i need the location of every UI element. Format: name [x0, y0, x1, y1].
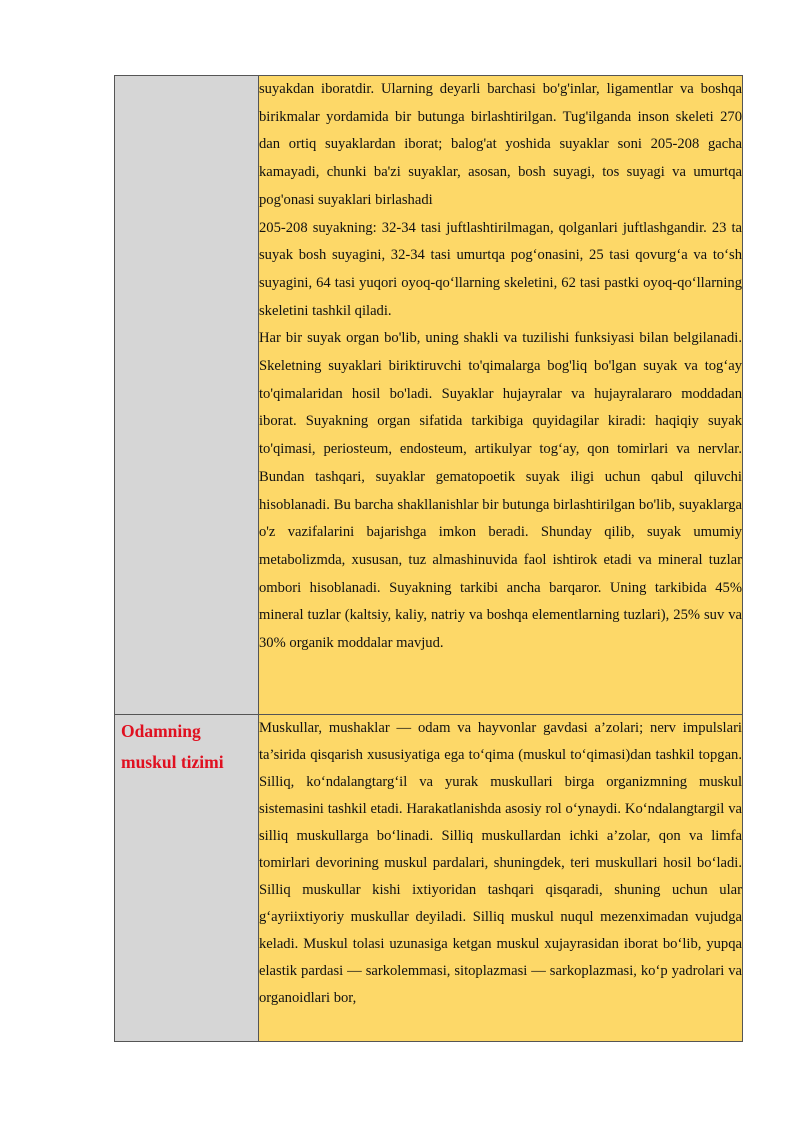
topic-cell	[115, 715, 259, 1042]
paragraph: suyakdan iboratdir. Ularning deyarli barchasi bo'g'inlar, ligamentlar va boshqa birikmalar yordamida bir butunga birlashtirilgan. Tug'ilganda inson skeleti 270 dan ortiq suyaklardan iborat; balog'at yoshida suyaklar soni 205-208 gacha kamayadi, chunki ba'zi suyaklar, asosan, bosh suyagi, tos suyagi va umurtqa pog'onasi suyaklari birlashadi	[259, 81, 742, 208]
table-row	[115, 76, 743, 715]
topic-cell	[115, 76, 259, 715]
topic-heading: Odamning muskul tizimi	[121, 721, 224, 772]
paragraph: 205-208 suyakning: 32-34 tasi juftlashtirilmagan, qolganlari juftlashgandir. 23 ta suyak bosh suyagini, 32-34 tasi umurtqa pog‘onasini, 25 tasi qovurg‘a va to‘sh suyagini, 64 tasi yuqori oyoq-qo‘llarning skeletini, 62 tasi pastki oyoq-qo‘llarning skeletini tashkil qiladi.	[259, 219, 742, 319]
paragraph: Muskullar, mushaklar — odam va hayvonlar gavdasi a’zolari; nerv impulslari ta’sirida qisqarish xususiyatiga ega to‘qima (muskul to‘qimasi)dan tashkil topgan. Silliq, ko‘ndalangtarg‘il va yurak muskullari birga organizmning muskul sistemasini tashkil etadi. Harakatlanishda asosiy rol o‘ynaydi. Ko‘ndalangtargil va silliq muskullarga bo‘linadi. Silliq muskullardan ichki a’zolar, qon va limfa tomirlari devorining muskul pardalari, shuningdek, teri muskullari hosil bo‘ladi. Silliq muskullar kishi ixtiyoridan tashqari qisqaradi, shuning uchun ular g‘ayriixtiyoriy muskullar deyiladi. Silliq muskul nuqul mezenximadan vujudga keladi. Muskul tolasi uzunasiga ketgan muskul xujayrasidan iborat bo‘lib, yupqa elastik pardasi — sarkolemmasi, sitoplazmasi — sarkoplazmasi, ko‘p yadrolari va organoidlari bor,	[259, 720, 742, 1006]
paragraph: Har bir suyak organ bo'lib, uning shakli va tuzilishi funksiyasi bilan belgilanadi. Skeletning suyaklari biriktiruvchi to'qimalarga bog'liq bo'lgan suyak va tog‘ay to'qimalaridan hosil bo'ladi. Suyaklar hujayralar va hujayralararo moddadan iborat. Suyakning organ sifatida tarkibiga quyidagilar kiradi: haqiqiy suyak to'qimasi, periosteum, endosteum, artikulyar tog‘ay, qon tomirlari va nervlar. Bundan tashqari, suyaklar gematopoetik suyak iligi uchun qabul qiluvchi hisoblanadi. Bu barcha shakllanishlar bir butunga birlashtirilgan bo'lib, suyaklarga o'z vazifalarini bajarishga imkon beradi. Shunday qilib, suyak umumiy metabolizmda, xususan, tuz almashinuvida faol ishtirok etadi va mineral tuzlar ombori hisoblanadi. Suyakning tarkibi ancha barqaror. Uning tarkibida 45% mineral tuzlar (kaltsiy, kaliy, natriy va boshqa elementlarning tuzlari), 25% suv va 30% organik moddalar mavjud.	[259, 330, 742, 652]
content-table	[114, 75, 743, 1042]
description-cell	[259, 76, 743, 715]
topic-heading	[115, 76, 258, 77]
description-cell	[259, 715, 743, 1042]
table-row	[115, 715, 743, 1042]
